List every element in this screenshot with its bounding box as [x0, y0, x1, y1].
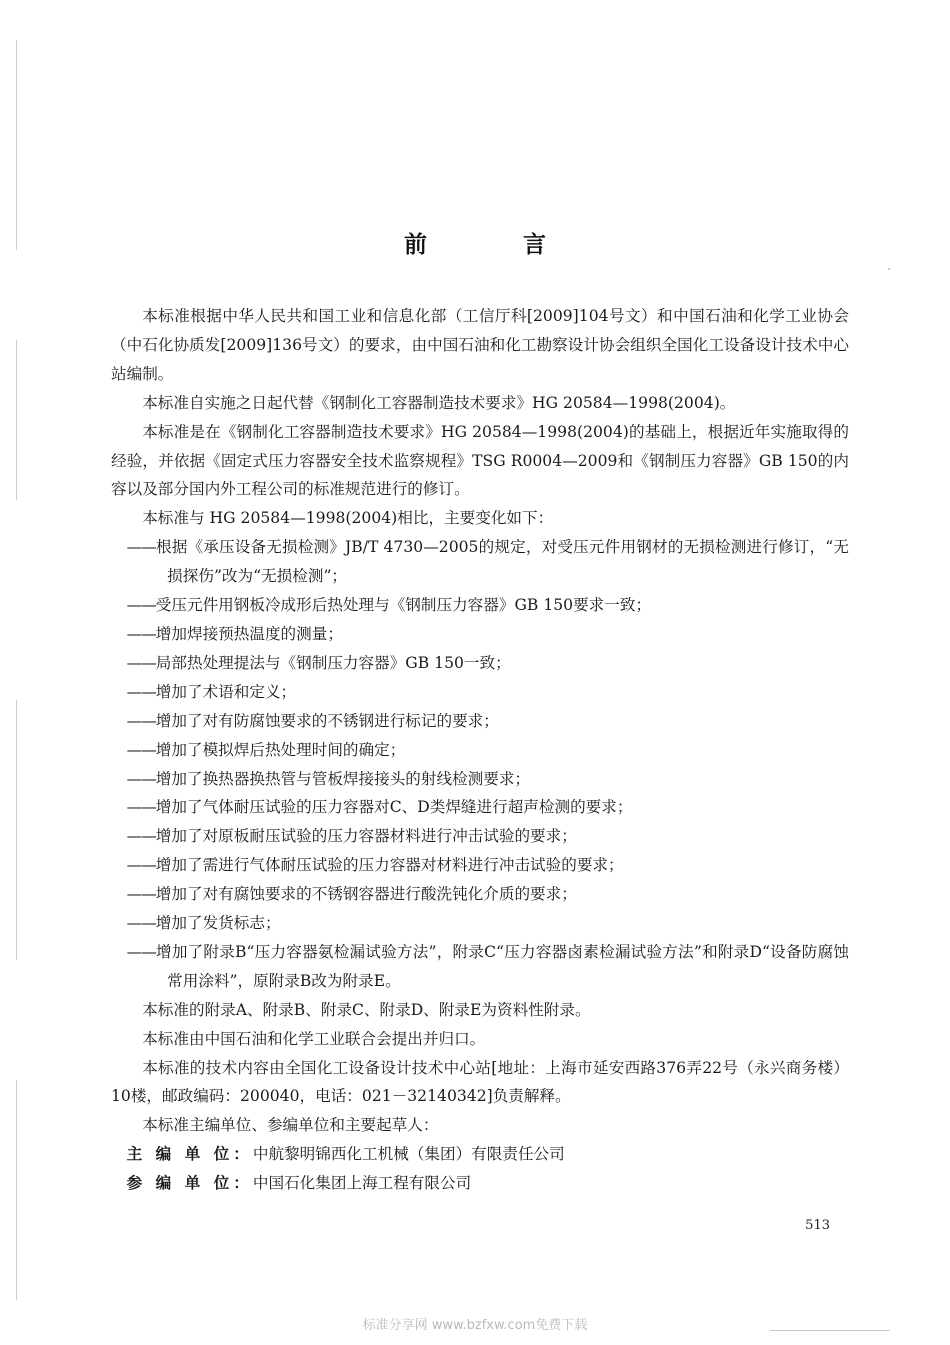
changes-list	[111, 533, 849, 996]
paragraph-appendices: 本标准的附录A、附录B、附录C、附录D、附录E为资料性附录。	[142, 1000, 591, 1019]
body-text	[111, 302, 849, 1198]
scan-edge-line	[16, 1080, 17, 1300]
list-item	[111, 620, 849, 649]
chief-unit-line	[111, 1140, 849, 1169]
dash: ——	[126, 942, 156, 961]
scan-speck	[888, 268, 890, 270]
list-item	[111, 880, 849, 909]
list-item-text: 局部热处理提法与《钢制压力容器》GB 150一致；	[155, 653, 511, 672]
dash: ——	[126, 624, 156, 643]
list-item-text: 增加了需进行气体耐压试验的压力容器对材料进行冲击试验的要求；	[155, 856, 624, 875]
paragraph-intro: 本标准根据中华人民共和国工业和信息化部（工信厅科[2009]104号文）和中国石油和化学工业协会（中石化协质发[2009]136号文）的要求，由中国石油和化工勘察设计协会组织全国化工设备设计技术中心站编制。	[111, 307, 849, 383]
dash: ——	[126, 596, 156, 615]
dash: ——	[126, 914, 156, 933]
dash: ——	[126, 769, 156, 788]
participating-unit-label: 参 编 单 位：	[126, 1173, 253, 1193]
list-item	[111, 678, 849, 707]
list-item	[111, 533, 849, 591]
list-item-text: 增加了模拟焊后热处理时间的确定；	[155, 740, 406, 759]
list-item	[111, 649, 849, 678]
list-item-text: 增加了对有防腐蚀要求的不锈钢进行标记的要求；	[155, 711, 499, 730]
scan-edge-line	[16, 40, 17, 250]
dash: ——	[126, 538, 156, 557]
page-number: 513	[805, 1218, 830, 1233]
paragraph-technical-contact: 本标准的技术内容由全国化工设备设计技术中心站[地址：上海市延安西路376弄22号（永兴商务楼）10楼，邮政编码：200040，电话：021－32140342]负责解释。	[111, 1058, 849, 1106]
paragraph-units-intro: 本标准主编单位、参编单位和主要起草人：	[142, 1116, 439, 1135]
list-item-text: 增加了术语和定义；	[155, 682, 297, 701]
dash: ——	[126, 798, 156, 817]
list-item-text: 增加焊接预热温度的测量；	[155, 624, 343, 643]
list-item	[111, 736, 849, 765]
list-item-text: 增加了换热器换热管与管板焊接接头的射线检测要求；	[155, 769, 531, 788]
list-item-text: 增加了对有腐蚀要求的不锈钢容器进行酸洗钝化介质的要求；	[155, 885, 577, 904]
paragraph-basis: 本标准是在《钢制化工容器制造技术要求》HG 20584—1998(2004)的基础上，根据近年实施取得的经验，并依据《固定式压力容器安全技术监察规程》TSG R0004—2009和《钢制压力容器》GB 150的内容以及部分国内外工程公司的标准规范进行的修订。	[111, 422, 849, 499]
list-item	[111, 851, 849, 880]
list-item-text: 受压元件用钢板冷成形后热处理与《钢制压力容器》GB 150要求一致；	[155, 596, 652, 615]
dash: ——	[126, 827, 156, 846]
paragraph-proposed-by: 本标准由中国石油和化学工业联合会提出并归口。	[142, 1029, 486, 1048]
list-item	[111, 765, 849, 794]
chief-unit-value: 中航黎明锦西化工机械（集团）有限责任公司	[252, 1145, 565, 1164]
page-title: 前 言	[403, 231, 590, 258]
chief-unit-label: 主 编 单 位：	[126, 1144, 253, 1164]
participating-unit-value: 中国石化集团上海工程有限公司	[252, 1174, 472, 1193]
list-item	[111, 822, 849, 851]
list-item	[111, 793, 849, 822]
list-item	[111, 591, 849, 620]
list-item-text: 根据《承压设备无损检测》JB/T 4730—2005的规定，对受压元件用钢材的无损检测进行修订，“无损探伤”改为“无损检测”；	[155, 538, 849, 586]
dash: ——	[126, 740, 156, 759]
paragraph-replaces: 本标准自实施之日起代替《钢制化工容器制造技术要求》HG 20584—1998(2004)。	[142, 393, 736, 412]
dash: ——	[126, 682, 156, 701]
list-item-text: 增加了附录B“压力容器氨检漏试验方法”，附录C“压力容器卤素检漏试验方法”和附录D“设备防腐蚀常用涂料”，原附录B改为附录E。	[155, 942, 849, 990]
dash: ——	[126, 653, 156, 672]
dash: ——	[126, 856, 156, 875]
dash: ——	[126, 711, 156, 730]
watermark-link[interactable]: 标准分享网 www.bzfxw.com免费下载	[362, 1318, 588, 1333]
scan-edge-line	[16, 700, 17, 960]
list-item-text: 增加了发货标志；	[155, 914, 281, 933]
list-item-text: 增加了气体耐压试验的压力容器对C、D类焊缝进行超声检测的要求；	[155, 798, 633, 817]
list-item	[111, 707, 849, 736]
list-item-text: 增加了对原板耐压试验的压力容器材料进行冲击试验的要求；	[155, 827, 577, 846]
list-item	[111, 909, 849, 938]
paragraph-changes-intro: 本标准与 HG 20584—1998(2004)相比，主要变化如下：	[142, 509, 554, 528]
dash: ——	[126, 885, 156, 904]
participating-unit-line	[111, 1169, 849, 1198]
list-item	[111, 938, 849, 996]
scan-edge-line	[16, 340, 17, 500]
